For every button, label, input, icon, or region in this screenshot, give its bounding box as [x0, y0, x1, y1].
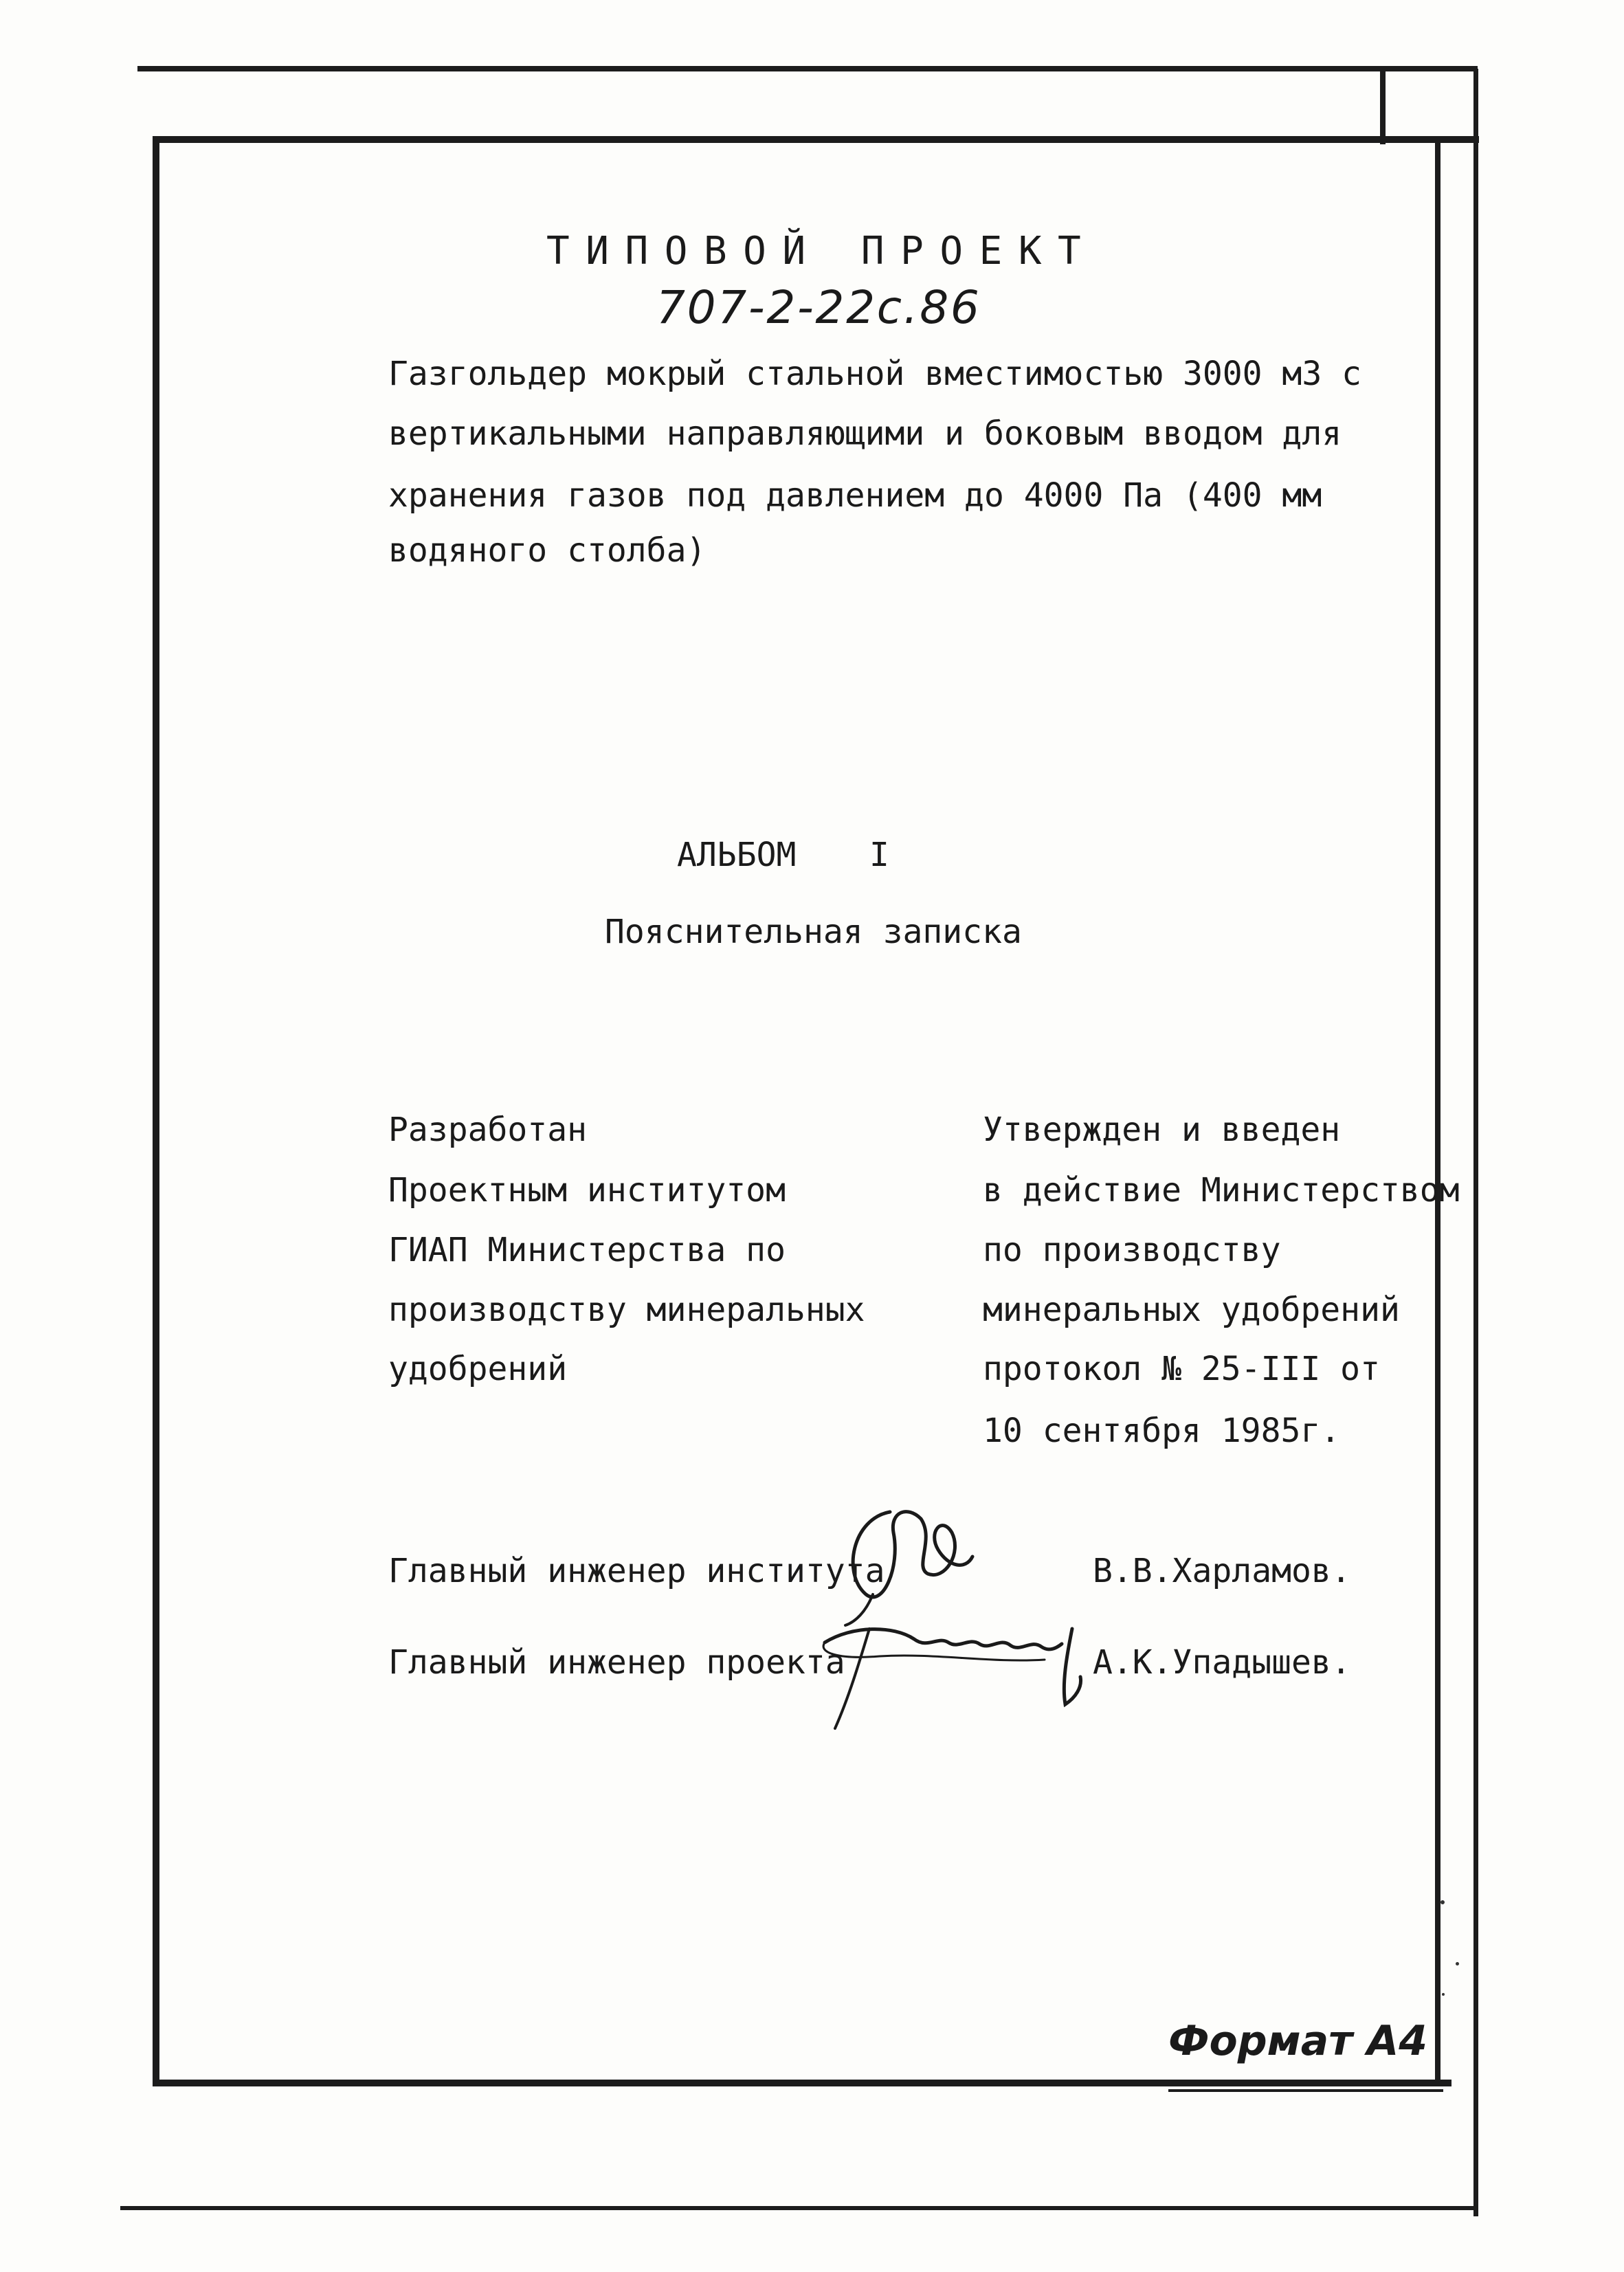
album-number: I [869, 836, 889, 874]
approved-line: Утвержден и введен [983, 1111, 1341, 1149]
frame-top-outer-line [137, 66, 1478, 71]
approved-line: протокол № 25-III от [983, 1350, 1380, 1388]
frame-left-line [153, 136, 159, 2082]
frame-top-tick [1380, 69, 1386, 144]
description-line: Газгольдер мокрый стальной вместимостью 3000 м3 с [388, 355, 1362, 393]
signature-mark-chief-project [811, 1601, 1106, 1739]
approved-line: минеральных удобрений [983, 1291, 1400, 1329]
approved-line: по производству [983, 1231, 1281, 1269]
description-line: водяного столба) [388, 531, 707, 570]
frame-top-inner-line [153, 136, 1479, 143]
format-label: Формат А4 [1168, 2017, 1428, 2065]
album-label: АЛЬБОМ [677, 836, 797, 874]
description-line: хранения газов под давлением до 4000 Па (400 мм [388, 476, 1322, 515]
frame-bottom-inner-line [153, 2080, 1451, 2086]
document-title: ТИПОВОЙ ПРОЕКТ [546, 229, 1098, 274]
developed-line: ГИАП Министерства по [388, 1231, 786, 1269]
description-line: вертикальными направляющими и боковым вводом для [388, 414, 1342, 453]
developed-line: производству минеральных [388, 1291, 865, 1329]
developed-line: удобрений [388, 1350, 568, 1388]
frame-bottom-outer-line [120, 2206, 1478, 2210]
scan-speck [1441, 1900, 1445, 1904]
developed-line: Разработан [388, 1111, 587, 1149]
developed-line: Проектным институтом [388, 1171, 786, 1210]
album-subtitle: Пояснительная записка [605, 913, 1022, 951]
signature-role: Главный инженер проекта [388, 1643, 845, 1682]
approved-line: 10 сентября 1985г. [983, 1412, 1341, 1450]
approved-line: в действие Министерством [983, 1171, 1460, 1210]
project-number: 707-2-22с.86 [656, 281, 981, 334]
frame-right-outer-line [1473, 69, 1478, 2216]
frame-format-underline [1168, 2089, 1443, 2092]
frame-right-inner-line [1435, 141, 1441, 2086]
scan-speck [1456, 1962, 1459, 1965]
signature-name: А.К.Упадышев. [1093, 1643, 1351, 1682]
scan-speck [1442, 1993, 1445, 1996]
signature-name: В.В.Харламов. [1093, 1552, 1351, 1590]
signature-role: Главный инженер института [388, 1552, 885, 1590]
